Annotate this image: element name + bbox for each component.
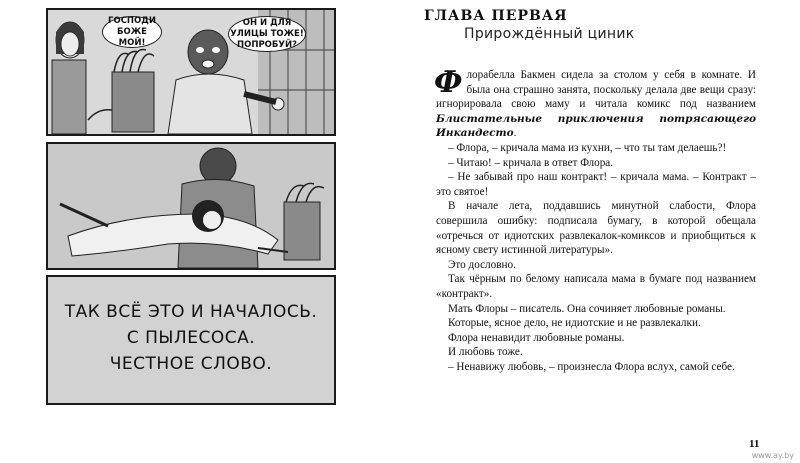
chapter-title: ГЛАВА ПЕРВАЯ [424,8,568,24]
paragraph: Которые, ясное дело, не идиотские и не развлекалки. [448,317,701,330]
comic-page [0,0,392,463]
paragraph: – Не забывай про наш контракт! – кричала мама. – Контракт – это святое! [436,171,756,198]
paragraph: И любовь тоже. [448,346,523,359]
paragraph: Это дословно. [448,258,516,271]
comic-panel-3 [46,275,336,405]
speech-bubble-right-text: ОН И ДЛЯ УЛИЦЫ ТОЖЕ! ПОПРОБУЙ? [230,17,304,50]
chapter-subtitle: Прирождённый циник [464,26,635,42]
comic-caption [48,299,334,377]
paragraph: – Ненавижу любовь, – произнесла Флора вслух, самой себе. [448,360,735,373]
paragraph-1 [434,65,756,141]
panel-2-illustration [48,144,334,268]
speech-bubble-right [228,16,306,52]
comic-panel-2 [46,142,336,270]
paragraph: Флора ненавидит любовные романы. [448,331,625,344]
caption-line-2: С ПЫЛЕСОСА. [126,328,256,348]
comic-title-text: Блистательные приключения потрясающего Инкандесто [436,112,756,140]
paragraph: В начале лета, поддавшись минутной слабости, Флора совершила ошибку: подписала бумагу, в которой обещала «отречься от идиотских развлекалок-комиксов и приобщиться к ясному свету истинной литературы». [436,200,756,257]
comic-panel-1 [46,8,336,136]
speech-bubble-left [102,16,162,48]
paragraph: – Читаю! – кричала в ответ Флора. [448,156,614,169]
paragraph: Мать Флоры – писатель. Она сочиняет любовные романы. [448,302,726,315]
paragraph: Так чёрным по белому написала мама в бумаге под названием «контракт». [436,273,756,300]
paragraph: – Флора, – кричала мама из кухни, – что ты там делаешь?! [448,141,727,154]
speech-bubble-left-text: ГОСПОДИ БОЖЕ МОЙ! [108,15,156,48]
caption-line-1: ТАК ВСЁ ЭТО И НАЧАЛОСЬ. [64,302,318,322]
drop-cap: Ф [434,65,463,100]
caption-line-3: ЧЕСТНОЕ СЛОВО. [109,354,273,374]
paragraph-1-end: . [513,127,517,140]
text-page [392,0,800,463]
page-number: 11 [749,438,760,450]
paragraph-1-start: лорабелла Бакмен сидела за столом у себя в комнате. И была она страшно занята, поскольку делала две вещи сразу: игнорировала свою маму и читала комикс под названием [436,69,756,111]
watermark: www.ay.by [751,451,794,460]
chapter-text [434,65,756,374]
